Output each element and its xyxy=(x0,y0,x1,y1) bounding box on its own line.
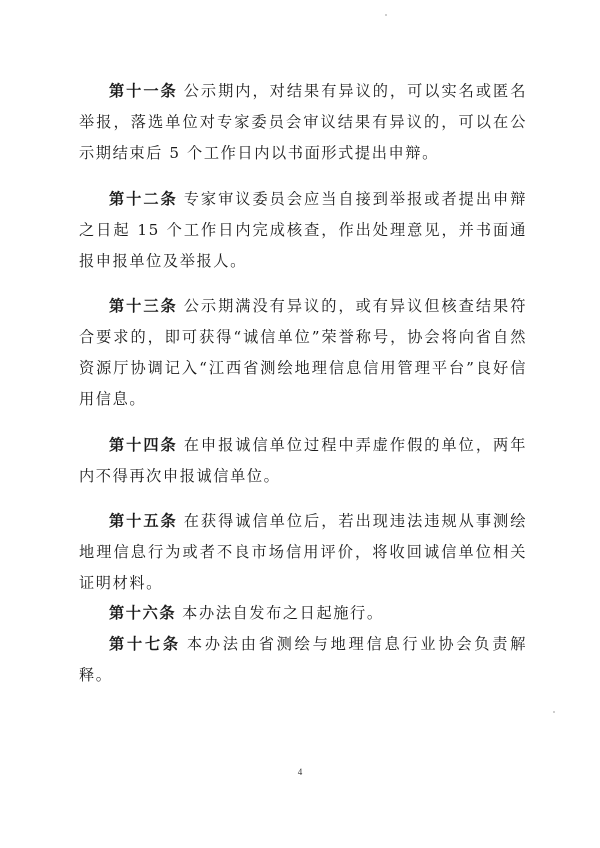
article-15 xyxy=(79,506,527,599)
article-text: 本办法自发布之日起施行。 xyxy=(182,604,384,622)
article-14 xyxy=(79,430,527,492)
article-text: 在获得诚信单位后，若出现违法违规从事测绘地理信息行为或者不良市场信用评价，将收回诚信单位相关证明材料。 xyxy=(79,512,527,592)
article-label: 第十七条 xyxy=(109,635,181,653)
article-11 xyxy=(79,76,527,169)
article-13 xyxy=(79,291,527,415)
page-number: 4 xyxy=(297,767,303,777)
article-12 xyxy=(79,184,527,277)
article-16 xyxy=(79,598,527,629)
article-17 xyxy=(79,629,527,691)
article-label: 第十三条 xyxy=(109,297,178,315)
article-label: 第十四条 xyxy=(109,436,178,454)
scan-speck xyxy=(553,711,555,713)
article-text: 公示期内，对结果有异议的，可以实名或匿名举报，落选单位对专家委员会审议结果有异议的，可以在公示期结束后 5 个工作日内以书面形式提出申辩。 xyxy=(79,82,527,162)
article-label: 第十六条 xyxy=(109,604,177,622)
article-text: 本办法由省测绘与地理信息行业协会负责解释。 xyxy=(79,635,527,684)
article-text: 在申报诚信单位过程中弄虚作假的单位，两年内不得再次申报诚信单位。 xyxy=(79,436,527,485)
article-label: 第十二条 xyxy=(109,190,178,208)
article-label: 第十一条 xyxy=(109,82,178,100)
article-text: 公示期满没有异议的，或有异议但核查结果符合要求的，即可获得“诚信单位”荣誉称号，协会将向省自然资源厅协调记入“江西省测绘地理信息信用管理平台”良好信用信息。 xyxy=(79,297,527,408)
article-label: 第十五条 xyxy=(109,512,178,530)
article-text: 专家审议委员会应当自接到举报或者提出申辩之日起 15 个工作日内完成核查，作出处理意见，并书面通报申报单位及举报人。 xyxy=(79,190,527,270)
scan-speck xyxy=(385,14,387,16)
